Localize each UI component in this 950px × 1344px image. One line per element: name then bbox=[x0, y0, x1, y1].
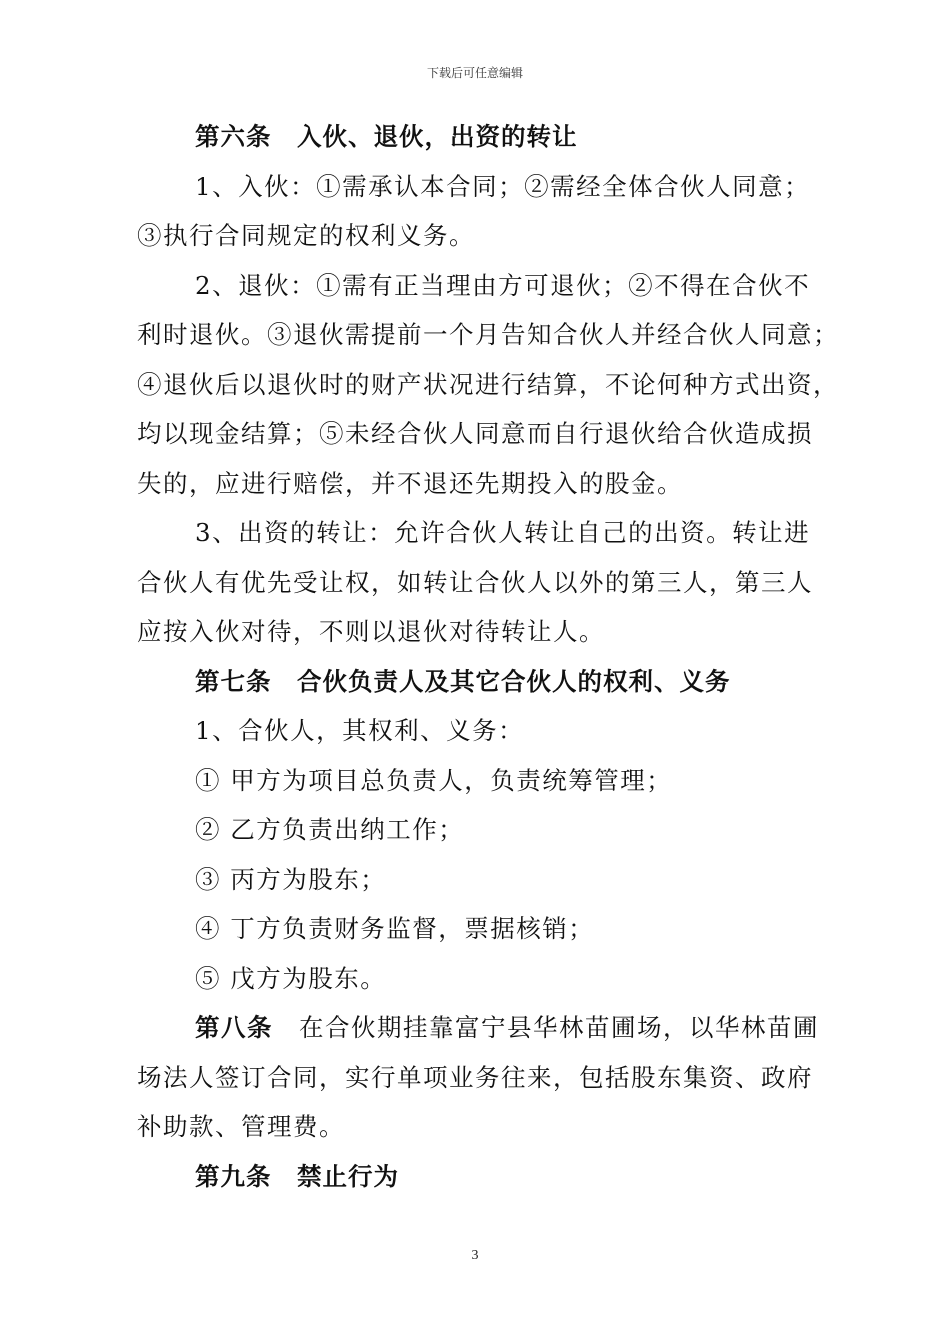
article-7-item-1: 1、合伙人，其权利、义务： bbox=[195, 716, 525, 745]
article-6-item-2-line-2: 利时退伙。③退伙需提前一个月告知合伙人并经合伙人同意； bbox=[137, 320, 839, 349]
article-6-item-1-line-1: 1、入伙：①需承认本合同；②需经全体合伙人同意； bbox=[195, 171, 811, 201]
duty-item-c: ③ 丙方为股东； bbox=[195, 864, 387, 894]
article-9-title: 第九条 禁止行为 bbox=[195, 1161, 399, 1191]
article-6-item-3-line-3: 应按入伙对待，不则以退伙对待转让人。 bbox=[137, 617, 605, 646]
page-header: 下载后可任意编辑 bbox=[426, 66, 523, 80]
article-8-line-2: 场法人签订合同，实行单项业务往来，包括股东集资、政府 bbox=[137, 1062, 813, 1092]
article-6-item-2-line-5: 失的，应进行赔偿，并不退还先期投入的股金。 bbox=[137, 468, 683, 498]
duty-item-a: ① 甲方为项目总负责人，负责统筹管理； bbox=[195, 765, 673, 795]
duty-item-e: ⑤ 戊方为股东。 bbox=[195, 963, 387, 993]
article-6-item-2-line-4: 均以现金结算；⑤未经合伙人同意而自行退伙给合伙造成损 bbox=[137, 419, 813, 448]
duty-item-d: ④ 丁方负责财务监督，票据核销； bbox=[195, 914, 595, 943]
article-7-title: 第七条 合伙负责人及其它合伙人的权利、义务 bbox=[195, 666, 731, 696]
document-body bbox=[137, 112, 839, 1201]
article-8-label: 第八条 bbox=[195, 1013, 273, 1042]
article-6-item-3-line-2: 合伙人有优先受让权，如转让合伙人以外的第三人，第三人 bbox=[137, 567, 813, 597]
article-6-item-1-line-2: ③执行合同规定的权利义务。 bbox=[137, 221, 475, 250]
article-6-title: 第六条 入伙、退伙，出资的转让 bbox=[195, 122, 578, 151]
article-6-item-3-line-1: 3、出资的转让：允许合伙人转让自己的出资。转让进 bbox=[195, 518, 811, 547]
article-8-line-1-text: 在合伙期挂靠富宁县华林苗圃场，以华林苗圃 bbox=[273, 1013, 819, 1042]
article-8-line-1 bbox=[137, 1003, 827, 1053]
page-number: 3 bbox=[471, 1248, 479, 1263]
article-6-item-2-line-1: 2、退伙：①需有正当理由方可退伙；②不得在合伙不 bbox=[195, 270, 811, 300]
article-8-line-3: 补助款、管理费。 bbox=[137, 1112, 345, 1141]
article-6-item-2-line-3: ④退伙后以退伙时的财产状况进行结算，不论何种方式出资， bbox=[137, 369, 839, 399]
duty-item-b: ② 乙方负责出纳工作； bbox=[195, 815, 465, 844]
